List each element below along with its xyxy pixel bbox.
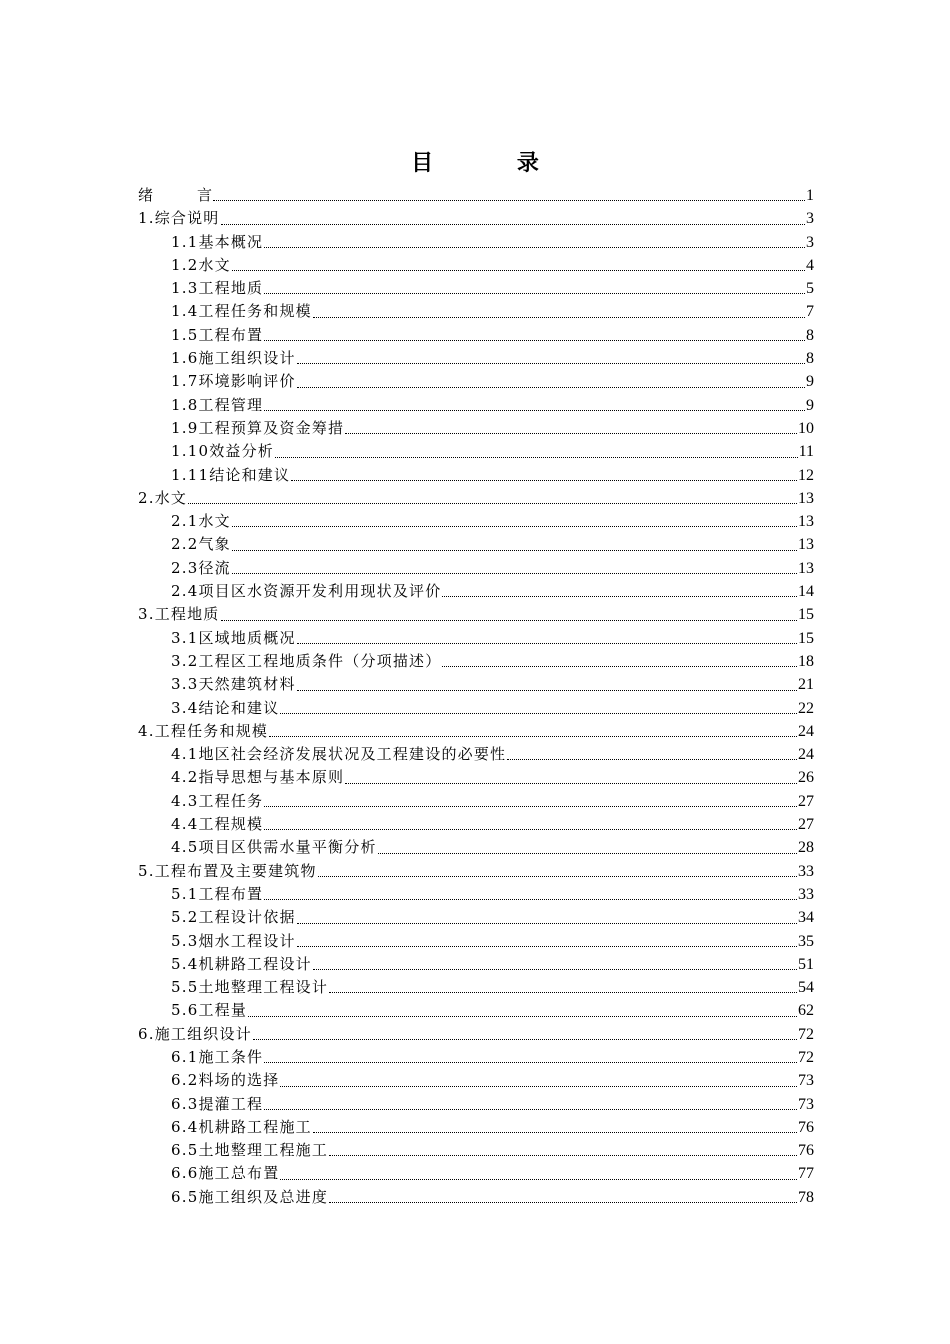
toc-entry[interactable] <box>138 836 814 859</box>
toc-list <box>138 184 814 1209</box>
toc-entry[interactable] <box>138 1116 814 1139</box>
toc-entry[interactable] <box>138 1069 814 1092</box>
toc-entry[interactable] <box>138 813 814 836</box>
toc-entry[interactable] <box>138 347 814 370</box>
toc-entry[interactable] <box>138 860 814 883</box>
toc-entry[interactable] <box>138 231 814 254</box>
toc-entry-label: 1.6施工组织设计 <box>171 349 296 368</box>
toc-dot-leader <box>345 432 797 434</box>
toc-entry-label: 3.工程地质 <box>138 605 220 624</box>
toc-entry-page-number: 8 <box>806 350 814 368</box>
toc-entry[interactable] <box>138 766 814 789</box>
toc-entry[interactable] <box>138 394 814 417</box>
toc-dot-leader <box>253 1038 797 1040</box>
toc-dot-leader <box>248 1015 797 1017</box>
toc-entry[interactable] <box>138 1023 814 1046</box>
toc-entry-label: 3.3天然建筑材料 <box>171 675 296 694</box>
toc-entry-page-number: 24 <box>798 722 814 740</box>
toc-entry-page-number: 21 <box>798 676 814 694</box>
toc-dot-leader <box>329 991 797 993</box>
toc-dot-leader <box>297 362 805 364</box>
toc-entry-label: 1.7环境影响评价 <box>171 372 296 391</box>
toc-entry-page-number: 3 <box>806 210 814 228</box>
toc-entry[interactable] <box>138 184 814 207</box>
toc-entry-page-number: 34 <box>798 909 814 927</box>
toc-entry-label: 5.2工程设计依据 <box>171 908 296 927</box>
toc-entry-label: 5.5土地整理工程设计 <box>171 978 329 997</box>
toc-entry-page-number: 13 <box>798 513 814 531</box>
toc-entry[interactable] <box>138 790 814 813</box>
toc-entry[interactable] <box>138 510 814 533</box>
toc-entry[interactable] <box>138 1186 814 1209</box>
toc-dot-leader <box>313 968 797 970</box>
toc-entry-label: 2.1水文 <box>171 512 231 531</box>
toc-entry[interactable] <box>138 580 814 603</box>
toc-entry[interactable] <box>138 930 814 953</box>
toc-dot-leader <box>269 735 797 737</box>
toc-entry-page-number: 10 <box>798 419 814 437</box>
toc-dot-leader <box>264 805 797 807</box>
toc-dot-leader <box>297 689 797 691</box>
toc-entry-page-number: 9 <box>806 373 814 391</box>
toc-entry-label: 2.4项目区水资源开发利用现状及评价 <box>171 582 442 601</box>
toc-entry-page-number: 5 <box>806 280 814 298</box>
toc-entry[interactable] <box>138 533 814 556</box>
toc-dot-leader <box>275 456 798 458</box>
toc-entry-page-number: 35 <box>798 932 814 950</box>
toc-dot-leader <box>291 479 797 481</box>
toc-entry[interactable] <box>138 1046 814 1069</box>
toc-entry-page-number: 3 <box>806 233 814 251</box>
toc-entry-page-number: 24 <box>798 746 814 764</box>
toc-entry-label: 1.综合说明 <box>138 209 220 228</box>
toc-dot-leader <box>313 1131 797 1133</box>
toc-entry-label: 绪 言 <box>138 186 213 204</box>
toc-entry-label: 6.3提灌工程 <box>171 1094 264 1113</box>
toc-entry[interactable] <box>138 627 814 650</box>
toc-entry-page-number: 11 <box>798 443 814 461</box>
toc-dot-leader <box>264 828 797 830</box>
toc-entry-page-number: 72 <box>798 1025 814 1043</box>
toc-entry-label: 6.5土地整理工程施工 <box>171 1141 329 1160</box>
toc-dot-leader <box>280 712 797 714</box>
toc-entry-label: 1.4工程任务和规模 <box>171 302 312 321</box>
toc-entry-label: 6.1施工条件 <box>171 1047 264 1066</box>
toc-entry-label: 4.5项目区供需水量平衡分析 <box>171 838 377 857</box>
toc-entry-label: 6.4机耕路工程施工 <box>171 1117 312 1136</box>
toc-entry-page-number: 72 <box>798 1048 814 1066</box>
toc-dot-leader <box>264 898 797 900</box>
toc-entry-page-number: 22 <box>798 699 814 717</box>
toc-entry[interactable] <box>138 720 814 743</box>
toc-dot-leader <box>329 1201 797 1203</box>
toc-dot-leader <box>507 758 797 760</box>
toc-entry-label: 4.3工程任务 <box>171 791 264 810</box>
toc-dot-leader <box>297 642 797 644</box>
toc-dot-leader <box>264 292 805 294</box>
toc-dot-leader <box>188 502 797 504</box>
toc-entry[interactable] <box>138 487 814 510</box>
toc-dot-leader <box>232 269 805 271</box>
toc-entry[interactable] <box>138 697 814 720</box>
toc-entry[interactable] <box>138 557 814 580</box>
toc-entry-label: 1.5工程布置 <box>171 325 264 344</box>
toc-entry-page-number: 13 <box>798 536 814 554</box>
toc-dot-leader <box>221 223 805 225</box>
toc-entry-label: 6.6施工总布置 <box>171 1164 280 1183</box>
toc-entry[interactable] <box>138 417 814 440</box>
toc-entry-label: 2.3径流 <box>171 558 231 577</box>
toc-entry-page-number: 26 <box>798 769 814 787</box>
toc-entry-page-number: 18 <box>798 652 814 670</box>
toc-entry-page-number: 27 <box>798 816 814 834</box>
toc-entry-page-number: 13 <box>798 559 814 577</box>
toc-entry[interactable] <box>138 464 814 487</box>
toc-dot-leader <box>442 595 797 597</box>
toc-entry-page-number: 15 <box>798 629 814 647</box>
toc-dot-leader <box>297 922 797 924</box>
toc-entry[interactable] <box>138 370 814 393</box>
toc-entry-page-number: 15 <box>798 606 814 624</box>
toc-entry-label: 4.1地区社会经济发展状况及工程建设的必要性 <box>171 745 507 764</box>
toc-dot-leader <box>313 316 805 318</box>
toc-title: 目 录 <box>411 150 577 176</box>
toc-entry-page-number: 33 <box>798 862 814 880</box>
toc-entry-label: 5.3烟水工程设计 <box>171 931 296 950</box>
toc-entry-page-number: 77 <box>798 1165 814 1183</box>
toc-dot-leader <box>264 409 805 411</box>
toc-entry[interactable] <box>138 207 814 230</box>
toc-entry-label: 1.3工程地质 <box>171 279 264 298</box>
toc-entry-label: 6.施工组织设计 <box>138 1024 252 1043</box>
toc-entry-label: 6.2料场的选择 <box>171 1071 280 1090</box>
toc-entry-page-number: 14 <box>798 583 814 601</box>
toc-entry-page-number: 76 <box>798 1142 814 1160</box>
toc-entry-page-number: 9 <box>806 396 814 414</box>
toc-entry-page-number: 73 <box>798 1072 814 1090</box>
toc-dot-leader <box>213 199 805 201</box>
toc-entry-label: 4.工程任务和规模 <box>138 721 269 740</box>
toc-entry-label: 4.2指导思想与基本原则 <box>171 768 345 787</box>
toc-entry[interactable] <box>138 300 814 323</box>
toc-dot-leader <box>264 246 805 248</box>
toc-dot-leader <box>297 945 797 947</box>
toc-entry-label: 5.6工程量 <box>171 1001 248 1020</box>
toc-entry[interactable] <box>138 440 814 463</box>
toc-entry-label: 4.4工程规模 <box>171 815 264 834</box>
toc-entry[interactable] <box>138 953 814 976</box>
toc-dot-leader <box>232 572 797 574</box>
toc-entry-page-number: 33 <box>798 885 814 903</box>
toc-entry-label: 1.2水文 <box>171 255 231 274</box>
toc-entry-page-number: 8 <box>806 326 814 344</box>
toc-entry[interactable] <box>138 673 814 696</box>
toc-dot-leader <box>378 852 797 854</box>
toc-dot-leader <box>264 339 805 341</box>
toc-entry-page-number: 7 <box>806 303 814 321</box>
toc-entry[interactable] <box>138 906 814 929</box>
toc-entry-label: 2.水文 <box>138 488 188 507</box>
toc-entry-page-number: 4 <box>806 256 814 274</box>
toc-entry-page-number: 27 <box>798 792 814 810</box>
toc-entry[interactable] <box>138 277 814 300</box>
toc-entry[interactable] <box>138 999 814 1022</box>
toc-dot-leader <box>318 875 797 877</box>
toc-entry-label: 3.2工程区工程地质条件（分项描述） <box>171 651 442 670</box>
toc-entry[interactable] <box>138 650 814 673</box>
toc-entry[interactable] <box>138 254 814 277</box>
toc-entry-page-number: 51 <box>798 955 814 973</box>
toc-entry-label: 5.工程布置及主要建筑物 <box>138 861 317 880</box>
toc-entry-label: 6.5施工组织及总进度 <box>171 1187 329 1206</box>
toc-entry[interactable] <box>138 603 814 626</box>
toc-entry-page-number: 78 <box>798 1188 814 1206</box>
toc-entry-page-number: 76 <box>798 1118 814 1136</box>
toc-dot-leader <box>232 549 797 551</box>
toc-entry-label: 3.1区域地质概况 <box>171 628 296 647</box>
toc-entry[interactable] <box>138 1139 814 1162</box>
toc-dot-leader <box>264 1108 797 1110</box>
toc-entry-label: 1.10效益分析 <box>171 442 274 461</box>
toc-entry[interactable] <box>138 324 814 347</box>
toc-dot-leader <box>232 525 797 527</box>
toc-entry-label: 1.1基本概况 <box>171 232 264 251</box>
toc-dot-leader <box>221 619 797 621</box>
toc-entry-label: 5.1工程布置 <box>171 884 264 903</box>
toc-entry-page-number: 13 <box>798 489 814 507</box>
toc-dot-leader <box>297 386 805 388</box>
toc-entry-page-number: 1 <box>806 187 814 204</box>
toc-entry-label: 1.11结论和建议 <box>171 465 291 484</box>
toc-entry[interactable] <box>138 1093 814 1116</box>
toc-entry-label: 5.4机耕路工程设计 <box>171 954 312 973</box>
toc-entry[interactable] <box>138 883 814 906</box>
toc-entry-label: 1.8工程管理 <box>171 395 264 414</box>
toc-dot-leader <box>442 665 797 667</box>
toc-entry-page-number: 12 <box>798 466 814 484</box>
toc-entry-label: 3.4结论和建议 <box>171 698 280 717</box>
toc-dot-leader <box>280 1085 797 1087</box>
toc-dot-leader <box>329 1154 797 1156</box>
toc-entry-label: 1.9工程预算及资金筹措 <box>171 418 345 437</box>
toc-entry-page-number: 62 <box>798 1002 814 1020</box>
toc-entry-page-number: 54 <box>798 979 814 997</box>
toc-entry-page-number: 73 <box>798 1095 814 1113</box>
toc-entry-page-number: 28 <box>798 839 814 857</box>
toc-dot-leader <box>345 782 797 784</box>
toc-dot-leader <box>280 1178 797 1180</box>
toc-dot-leader <box>264 1061 797 1063</box>
toc-entry[interactable] <box>138 976 814 999</box>
toc-entry-label: 2.2气象 <box>171 535 231 554</box>
toc-entry[interactable] <box>138 743 814 766</box>
toc-entry[interactable] <box>138 1162 814 1185</box>
